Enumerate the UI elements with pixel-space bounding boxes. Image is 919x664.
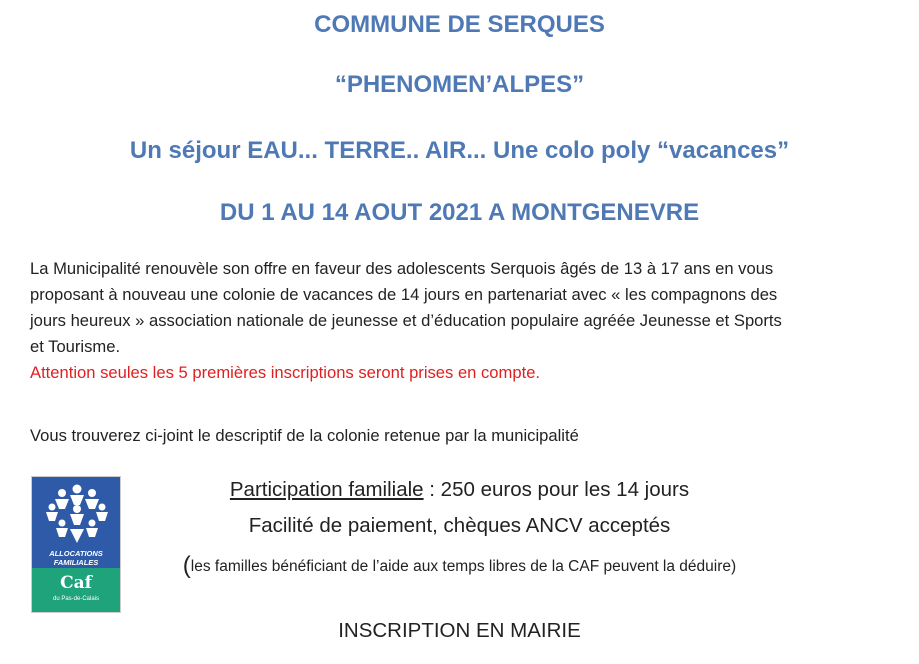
- participation-label: Participation familiale: [229, 478, 424, 501]
- paragraph-line: La Municipalité renouvèle son offre en faveur des adolescents Serquois âgés de 13 à 17 ans en vous: [30, 259, 774, 278]
- descriptif-text: Vous trouverez ci-joint le descriptif de la colonie retenue par la municipalité: [30, 426, 579, 445]
- warning-text: Attention seules les 5 premières inscriptions seront prises en compte.: [30, 363, 541, 382]
- participation-line: [0, 475, 919, 505]
- paragraph-line: proposant à nouveau une colonie de vacances de 14 jours en partenariat avec « les compagnons des: [30, 285, 778, 304]
- caf-dept: du Pas-de-Calais: [52, 596, 100, 602]
- title-commune: COMMUNE DE SERQUES: [314, 11, 605, 38]
- inscription-mairie: INSCRIPTION EN MAIRIE: [338, 619, 581, 642]
- participation-value: : 250 euros pour les 14 jours: [423, 478, 690, 501]
- paragraph-line: et Tourisme.: [30, 337, 121, 356]
- paragraph-line: jours heureux » association nationale de jeunesse et d’éducation populaire agréée Jeunesse et Sports: [30, 311, 782, 330]
- title-dates: DU 1 AU 14 AOUT 2021 A MONTGENEVRE: [219, 199, 700, 226]
- caf-brand: Caf: [60, 573, 92, 593]
- caf-note-paren: (: [182, 552, 191, 579]
- payment-line: Facilité de paiement, chèques ANCV acceptés: [248, 514, 671, 537]
- title-sejour: Un séjour EAU... TERRE.. AIR... Une colo poly “vacances”: [129, 137, 790, 164]
- caf-note: [0, 552, 919, 581]
- caf-logo-name: ALLOCATIONS FAMILIALES: [49, 549, 103, 567]
- intro-paragraph: [30, 256, 910, 386]
- title-phenomen-alpes: “PHENOMEN’ALPES”: [334, 71, 585, 98]
- caf-note-text: les familles bénéficiant de l’aide aux temps libres de la CAF peuvent la déduire): [190, 558, 737, 575]
